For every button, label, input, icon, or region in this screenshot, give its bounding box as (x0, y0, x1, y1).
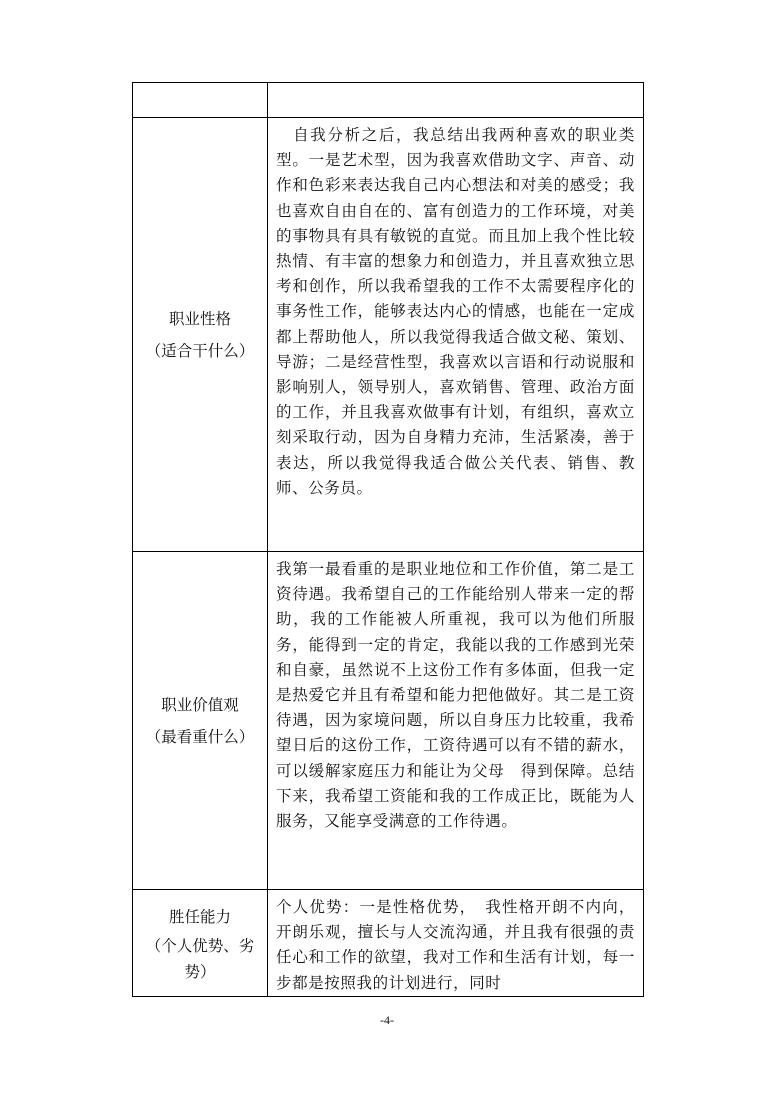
row-label-subtitle: （个人优势、劣势） (145, 936, 255, 981)
row-label-title: 职业价值观 (161, 695, 239, 714)
career-plan-table (132, 82, 644, 997)
row-label-cell (133, 890, 268, 997)
row-content-cell (268, 552, 644, 890)
row-label-subtitle: （最看重什么） (145, 727, 255, 746)
row-content-text: 自我分析之后，我总结出我两种喜欢的职业类型。一是艺术型，因为我喜欢借助文字、声音、动作和色彩来表达我自己内心想法和对美的感受；我也喜欢自由自在的、富有创造力的工作环境，对美的事物具有具有敏锐的直觉。而且加上我个性比较热情、有丰富的想象力和创造力，并且喜欢独立思考和创作，所以我希望我的工作不太需要程序化的事务性工作，能够表达内心的情感，也能在一定成都上帮助他人，所以我觉得我适合做文秘、策划、导游；二是经营性型，我喜欢以言语和行动说服和影响别人，领导别人，喜欢销售、管理、政治方面的工作，并且我喜欢做事有计划，有组织，喜欢立刻采取行动，因为自身精力充沛，生活紧凑，善于表达，所以我觉得我适合做公关代表、销售、教师、公务员。 (276, 126, 635, 497)
row-content-text: 我第一最看重的是职业地位和工作价值，第二是工资待遇。我希望自己的工作能给别人带来一定的帮助，我的工作能被人所重视，我可以为他们所服务，能得到一定的肯定，我能以我的工作感到光荣和自豪，虽然说不上这份工作有多体面，但我一定是热爱它并且有希望和能力把他做好。其二是工资待遇，因为家境问题，所以自身压力比较重，我希望日后的这份工作，工资待遇可以有不错的薪水，可以缓解家庭压力和能让为父母 得到保障。总结下来，我希望工资能和我的工作成正比，既能为人服务，又能享受满意的工作待遇。 (276, 560, 635, 831)
row-content-text: 个人优势：一是性格优势， 我性格开朗不内向，开朗乐观，擅长与人交流沟通，并且我有很强的责任心和工作的欲望，我对工作和生活有计划，每一步都是按照我的计划进行，同时 (276, 898, 635, 992)
row-label-cell (133, 552, 268, 890)
table-row (133, 118, 644, 552)
table-row (133, 552, 644, 890)
row-label-cell (133, 118, 268, 552)
row-label-title: 职业性格 (168, 309, 231, 328)
row-content-cell (268, 118, 644, 552)
row-label-title: 胜任能力 (168, 907, 231, 926)
row-content-cell (268, 83, 644, 118)
page-number: -4- (380, 1013, 394, 1027)
row-label-subtitle: （适合干什么） (145, 341, 255, 360)
row-content-text (268, 83, 643, 88)
row-content-cell (268, 890, 644, 997)
table-row (133, 83, 644, 118)
row-label-cell (133, 83, 268, 118)
table-row (133, 890, 644, 997)
